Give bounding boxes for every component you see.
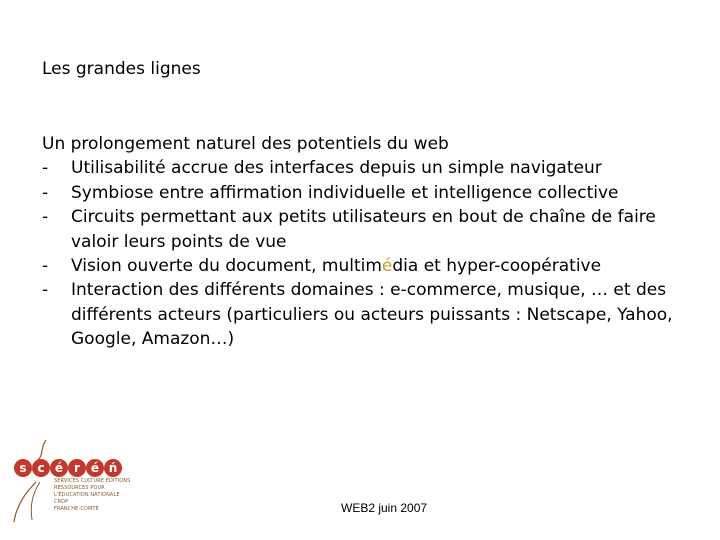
bullet-text: Symbiose entre affirmation individuelle et intelligence collective	[71, 182, 619, 203]
footer-text: WEB2 juin 2007	[341, 501, 428, 515]
bullet-text: Circuits permettant aux petits utilisateurs en bout de chaîne de faire valoir leurs points de vue	[71, 207, 656, 252]
svg-text:s: s	[19, 461, 27, 475]
slide-title: Les grandes lignes	[42, 59, 201, 79]
bullet-text	[71, 256, 601, 276]
logo-text	[54, 478, 130, 513]
bullet-item	[42, 205, 682, 254]
bullet-list	[42, 156, 682, 351]
logo-line: SERVICES CULTURE ÉDITIONS	[54, 478, 131, 484]
highlighted-letter: é	[381, 256, 393, 277]
intro-line: Un prolongement naturel des potentiels du web	[42, 134, 449, 154]
bullet-dash: -	[42, 158, 49, 179]
svg-text:c: c	[37, 461, 45, 475]
svg-text:ń: ń	[108, 461, 118, 475]
slide-body	[42, 132, 682, 352]
bullet-text-end: dia et hyper-coopérative	[392, 256, 602, 277]
logo-line: RESSOURCES POUR	[54, 485, 105, 491]
sceren-logo	[10, 436, 150, 526]
bullet-dash: -	[42, 256, 49, 277]
logo-line: L'ÉDUCATION NATIONALE	[54, 492, 120, 498]
svg-text:r: r	[74, 461, 80, 475]
bullet-dash: -	[42, 182, 49, 203]
bullet-item	[42, 254, 682, 278]
logo-line: CRDP	[54, 499, 69, 505]
bullet-text: Utilisabilité accrue des interfaces depuis un simple navigateur	[71, 158, 602, 179]
svg-text:é: é	[90, 461, 100, 475]
logo-line: FRANCHE-COMTÉ	[54, 506, 99, 512]
bullet-text-start: Vision ouverte du document, multim	[71, 256, 382, 277]
svg-text:é: é	[54, 461, 64, 475]
bullet-item	[42, 156, 682, 180]
bullet-dash: -	[42, 280, 49, 301]
bullet-text: Interaction des différents domaines : e-commerce, musique, … et des différents acteurs (particuliers ou acteurs puissants : Netscape, Yahoo, Google, Amazon…)	[71, 280, 673, 350]
bullet-item	[42, 278, 682, 351]
bullet-item	[42, 181, 682, 205]
bullet-dash: -	[42, 207, 49, 228]
